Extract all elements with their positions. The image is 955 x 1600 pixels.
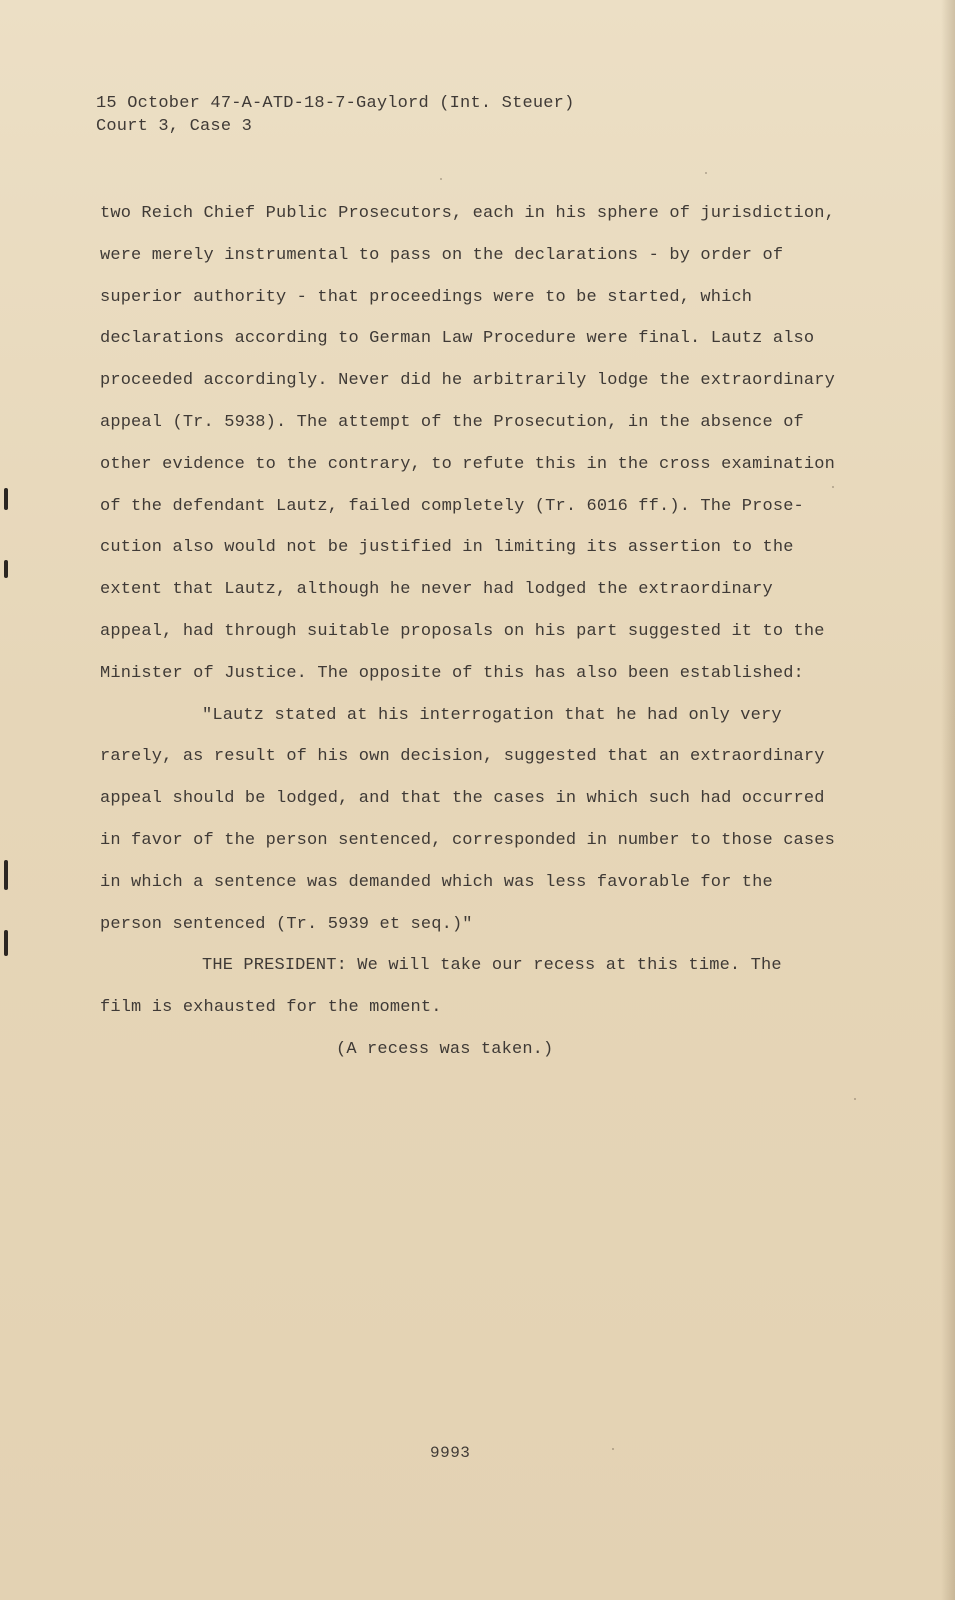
quote-line: appeal should be lodged, and that the cases in which such had occurred [100, 789, 825, 809]
body-line: declarations according to German Law Procedure were final. Lautz also [100, 329, 815, 349]
body-line: appeal (Tr. 5938). The attempt of the Prosecution, in the absence of [100, 412, 804, 432]
page-number: 9993 [430, 1444, 471, 1462]
body-line: Minister of Justice. The opposite of this has also been established: [100, 663, 804, 683]
body-line: extent that Lautz, although he never had lodged the extraordinary [100, 580, 773, 600]
binding-mark [4, 860, 8, 890]
body-line: superior authority - that proceedings were to be started, which [100, 287, 753, 307]
quote-line: rarely, as result of his own decision, suggested that an extraordinary [100, 747, 825, 767]
paper-speck [854, 1098, 856, 1100]
header-session-line: 15 October 47-A-ATD-18-7-Gaylord (Int. Steuer) [96, 94, 575, 113]
binding-mark [4, 488, 8, 510]
president-statement-line: THE PRESIDENT: We will take our recess at this time. The [202, 956, 782, 976]
body-line: two Reich Chief Public Prosecutors, each in his sphere of jurisdiction, [100, 204, 835, 223]
president-statement-line: film is exhausted for the moment. [100, 998, 442, 1018]
paper-speck [705, 172, 707, 174]
quote-line: in favor of the person sentenced, corresponded in number to those cases [100, 830, 835, 850]
binding-mark [4, 560, 8, 578]
body-line: of the defendant Lautz, failed completely (Tr. 6016 ff.). The Prose- [100, 496, 804, 516]
body-line: cution also would not be justified in limiting its assertion to the [100, 538, 794, 558]
body-line: proceeded accordingly. Never did he arbitrarily lodge the extraordinary [100, 371, 835, 391]
paper-speck [612, 1448, 614, 1450]
page-edge-shadow [941, 0, 955, 1600]
paper-speck [440, 178, 442, 180]
quote-line: in which a sentence was demanded which was less favorable for the [100, 872, 773, 892]
quote-line: person sentenced (Tr. 5939 et seq.)" [100, 914, 473, 934]
transcript-body [100, 193, 840, 1071]
document-header [96, 92, 574, 138]
binding-mark [4, 930, 8, 956]
body-line: appeal, had through suitable proposals on his part suggested it to the [100, 621, 825, 641]
quote-line: "Lautz stated at his interrogation that he had only very [202, 705, 782, 725]
body-line: were merely instrumental to pass on the declarations - by order of [100, 245, 784, 265]
body-line: other evidence to the contrary, to refute this in the cross examination [100, 454, 835, 474]
header-court-line: Court 3, Case 3 [96, 117, 253, 136]
recess-note: (A recess was taken.) [336, 1039, 554, 1059]
